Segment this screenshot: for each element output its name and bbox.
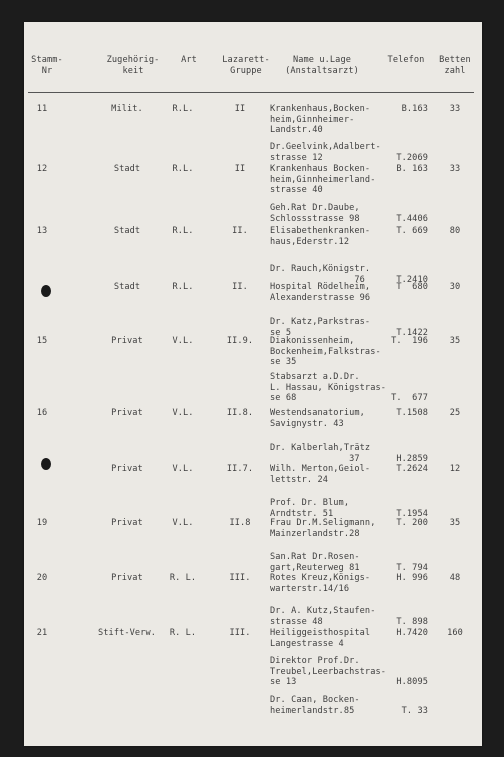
- cell-name: Rotes Kreuz,Königs- warterstr.14/16: [270, 573, 371, 594]
- cell-nr: 20: [36, 573, 48, 583]
- cell-zug: Privat: [111, 336, 143, 346]
- cell-bet: 35: [449, 518, 461, 528]
- cell-art: V.L.: [172, 464, 194, 474]
- cell-art: R.L.: [172, 282, 194, 292]
- cell-arzt-2: Dr. Caan, Bocken- heimerlandstr.85: [270, 695, 360, 716]
- cell-art: R. L.: [169, 573, 197, 583]
- cell-zug: Stadt: [113, 164, 141, 174]
- cell-arzt: Dr. Rauch,Königstr. 76: [270, 264, 371, 285]
- cell-name: Krankenhaus,Bocken- heim,Ginnheimer- Landstr.40: [270, 104, 371, 135]
- cell-grp: II.9.: [226, 336, 254, 346]
- cell-art: V.L.: [172, 518, 194, 528]
- cell-bet: 25: [449, 408, 461, 418]
- cell-grp: II.8.: [226, 408, 254, 418]
- cell-nr: 16: [36, 408, 48, 418]
- cell-tel: T. 200: [396, 518, 428, 528]
- cell-zug: Stift-Verw.: [97, 628, 157, 638]
- header-stamm: Stamm- Nr: [31, 55, 63, 76]
- cell-grp: II.7.: [226, 464, 254, 474]
- cell-arzt: Stabsarzt a.D.Dr. L. Hassau, Königstras- se 68: [270, 372, 387, 403]
- header-betten: Betten zahl: [439, 55, 471, 76]
- cell-tel: H. 996: [396, 573, 428, 583]
- cell-arzt-telefon: T. 677: [391, 393, 428, 403]
- cell-bet: 35: [449, 336, 461, 346]
- cell-bet: 80: [449, 226, 461, 236]
- cell-arzt: Dr.Geelvink,Adalbert- strasse 12: [270, 142, 381, 163]
- cell-grp: II.: [232, 282, 248, 292]
- cell-tel: T 680: [396, 282, 428, 292]
- cell-zug: Stadt: [113, 282, 141, 292]
- cell-arzt-telefon: T.2410: [396, 274, 428, 285]
- cell-zug: Privat: [111, 518, 143, 528]
- punch-hole: [41, 285, 51, 297]
- cell-nr: 19: [36, 518, 48, 528]
- cell-tel: T.1508: [396, 408, 428, 418]
- cell-zug: Stadt: [113, 226, 141, 236]
- cell-art: V.L.: [172, 408, 194, 418]
- cell-arzt-telefon: T.1422: [396, 327, 428, 338]
- cell-art: V.L.: [172, 336, 194, 346]
- cell-nr: 13: [36, 226, 48, 236]
- cell-name: Diakonissenheim, Bockenheim,Falkstras- se 35: [270, 336, 381, 367]
- header-rule: [28, 92, 474, 93]
- cell-zug: Milit.: [111, 104, 143, 114]
- cell-grp: III.: [229, 628, 251, 638]
- header-zugehoerigkeit: Zugehörig- keit: [106, 55, 160, 76]
- cell-bet: 33: [449, 104, 461, 114]
- cell-arzt: Dr. Katz,Parkstras- se 5: [270, 317, 371, 338]
- cell-tel: B.163: [401, 104, 428, 114]
- cell-art: R.L.: [172, 226, 194, 236]
- cell-grp: III.: [229, 573, 251, 583]
- cell-zug: Privat: [111, 464, 143, 474]
- cell-arzt-2-telefon: T. 33: [401, 705, 428, 716]
- cell-grp: II: [234, 104, 246, 114]
- cell-arzt-telefon: T. 794: [396, 562, 428, 573]
- cell-art: R. L.: [169, 628, 197, 638]
- cell-tel: T. 669: [396, 226, 428, 236]
- document-page: [24, 22, 482, 746]
- cell-tel: T. 196: [391, 336, 428, 346]
- cell-bet: 33: [449, 164, 461, 174]
- cell-name: Heiliggeisthospital Langestrasse 4: [270, 628, 371, 649]
- cell-name: Wilh. Merton,Geiol- lettstr. 24: [270, 464, 371, 485]
- cell-art: R.L.: [172, 104, 194, 114]
- cell-tel: H.7420: [396, 628, 428, 638]
- header-telefon: Telefon: [387, 55, 425, 65]
- cell-bet: 30: [449, 282, 461, 292]
- header-gruppe: Lazarett- Gruppe: [222, 55, 270, 76]
- cell-nr: 21: [36, 628, 48, 638]
- cell-name: Frau Dr.M.Seligmann, Mainzerlandstr.28: [270, 518, 376, 539]
- cell-bet: 160: [447, 628, 463, 638]
- cell-zug: Privat: [111, 408, 143, 418]
- cell-grp: II.: [232, 226, 248, 236]
- cell-arzt: Dr. Kalberlah,Trätz 37: [270, 443, 371, 464]
- cell-tel: T.2624: [396, 464, 428, 474]
- cell-arzt: San.Rat Dr.Rosen- gart,Reuterweg 81: [270, 552, 360, 573]
- cell-arzt: Prof. Dr. Blum, Arndtstr. 51: [270, 498, 350, 519]
- cell-arzt: Direktor Prof.Dr. Treubel,Leerbachstras- se 13: [270, 656, 387, 687]
- cell-nr: 11: [36, 104, 48, 114]
- cell-grp: II: [234, 164, 246, 174]
- cell-art: R.L.: [172, 164, 194, 174]
- cell-arzt-telefon: T.4406: [396, 213, 428, 224]
- cell-grp: II.8: [229, 518, 251, 528]
- cell-arzt-telefon: H.2859: [396, 453, 428, 464]
- header-name: Name u.Lage (Anstaltsarzt): [285, 55, 359, 76]
- cell-name: Hospital Rödelheim, Alexanderstrasse 96: [270, 282, 371, 303]
- cell-bet: 48: [449, 573, 461, 583]
- cell-arzt-telefon: H.8095: [396, 677, 428, 687]
- cell-nr: 15: [36, 336, 48, 346]
- cell-name: Westendsanatorium, Savignystr. 43: [270, 408, 365, 429]
- cell-name: Krankenhaus Bocken- heim,Ginnheimerland- strasse 40: [270, 164, 376, 195]
- cell-tel: B. 163: [396, 164, 428, 174]
- cell-arzt: Geh.Rat Dr.Daube, Schlossstrasse 98: [270, 203, 360, 224]
- cell-arzt-telefon: T.2069: [396, 152, 428, 163]
- cell-arzt-telefon: T.1954: [396, 508, 428, 519]
- cell-name: Elisabethenkranken- haus,Ederstr.12: [270, 226, 371, 247]
- cell-arzt-telefon: T. 898: [396, 616, 428, 627]
- punch-hole: [41, 458, 51, 470]
- cell-nr: 12: [36, 164, 48, 174]
- header-art: Art: [181, 55, 197, 65]
- cell-zug: Privat: [111, 573, 143, 583]
- cell-bet: 12: [449, 464, 461, 474]
- cell-arzt: Dr. A. Kutz,Staufen- strasse 48: [270, 606, 376, 627]
